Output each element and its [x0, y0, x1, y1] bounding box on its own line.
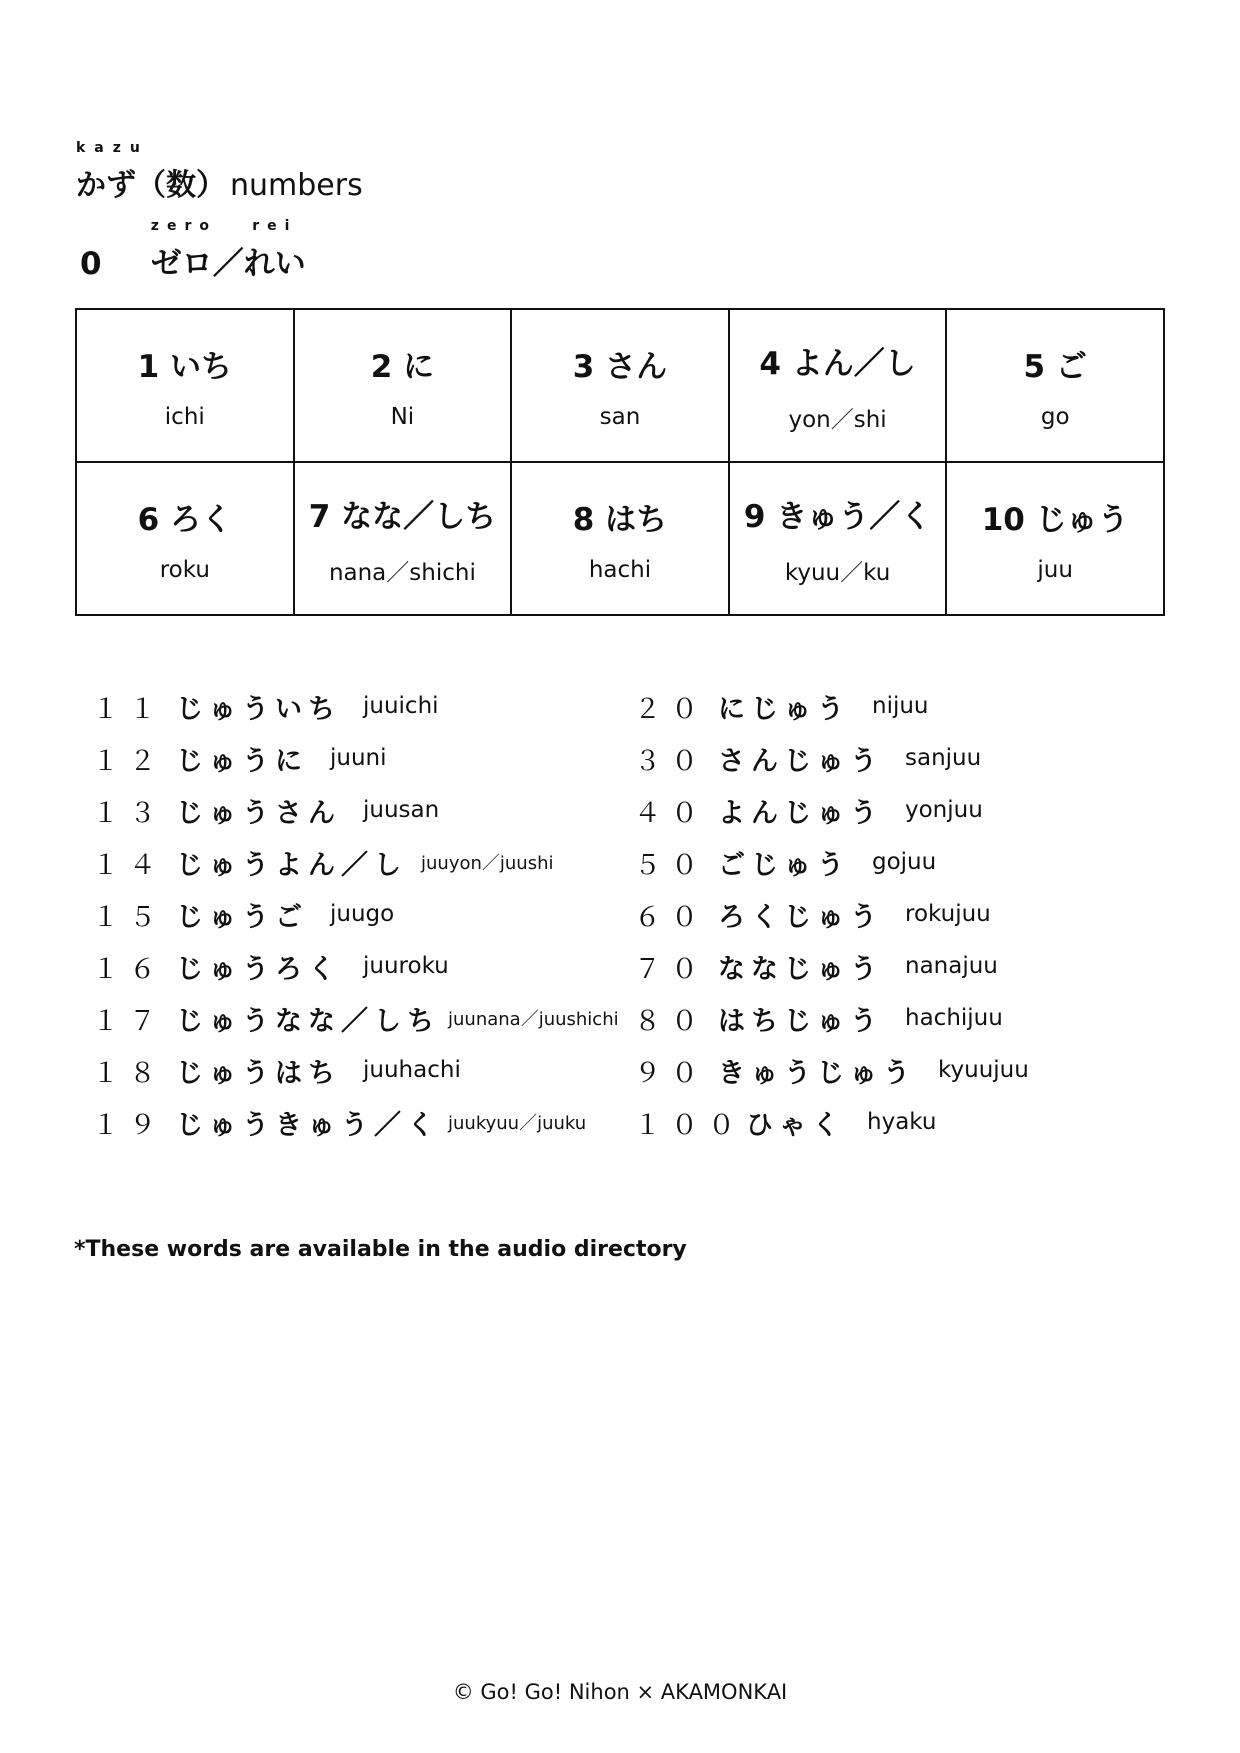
item-romaji: juuichi [363, 693, 439, 719]
item-number: ９０ [634, 1057, 708, 1089]
item-romaji: sanjuu [905, 745, 982, 771]
cell-kana: 6 ろく [137, 502, 232, 538]
grid-cell [294, 309, 512, 462]
list-item [92, 680, 619, 732]
title-ruby: kazu [76, 140, 149, 156]
item-kana: じゅうに [176, 745, 308, 777]
item-kana: じゅうよん／し [176, 849, 407, 881]
item-kana: じゅうなな／しち [176, 1005, 440, 1037]
item-romaji: juukyuu／juuku [448, 1113, 587, 1134]
list-item [92, 732, 619, 784]
list-item [92, 992, 619, 1044]
cell-romaji: go [1040, 404, 1070, 430]
cell-romaji: kyuu／ku [784, 559, 891, 586]
zero-word1-wrap [150, 218, 217, 283]
grid-cell [511, 309, 729, 462]
zero-word2-wrap [243, 218, 306, 283]
item-number: ４０ [634, 797, 708, 829]
item-kana: ななじゅう [718, 953, 883, 985]
tens-list [634, 680, 1029, 1148]
list-item [634, 992, 1029, 1044]
item-kana: じゅうはち [176, 1057, 341, 1089]
title-japanese: かず（数） [76, 168, 226, 203]
item-number: １３ [92, 797, 166, 829]
title-english: numbers [230, 168, 363, 203]
list-item [634, 680, 1029, 732]
item-romaji: nijuu [872, 693, 929, 719]
grid-cell [729, 462, 947, 615]
cell-romaji: roku [159, 557, 210, 583]
cell-kana: 7 なな／しち [308, 498, 497, 535]
item-number: １００ [634, 1109, 745, 1141]
teens-list [92, 680, 619, 1148]
item-kana: じゅうご [176, 901, 308, 933]
cell-kana: 3 さん [572, 349, 668, 385]
item-kana: きゅうじゅう [718, 1057, 916, 1089]
item-romaji: nanajuu [905, 953, 998, 979]
item-number: ８０ [634, 1005, 708, 1037]
list-item [92, 888, 619, 940]
item-number: １５ [92, 901, 166, 933]
copyright-footer: © Go! Go! Nihon × AKAMONKAI [452, 1680, 788, 1704]
zero-separator: ／ [212, 246, 244, 282]
zero-number: 0 [80, 246, 102, 282]
item-kana: にじゅう [718, 693, 850, 725]
item-number: １２ [92, 745, 166, 777]
item-number: ２０ [634, 693, 708, 725]
cell-romaji: san [599, 404, 641, 430]
item-romaji: juuroku [363, 953, 449, 979]
list-item [634, 732, 1029, 784]
item-romaji: rokujuu [905, 901, 991, 927]
cell-romaji: hachi [588, 557, 652, 583]
item-kana: ひゃく [746, 1109, 845, 1141]
audio-note: *These words are available in the audio directory [74, 1237, 687, 1262]
item-number: ６０ [634, 901, 708, 933]
list-item [634, 1096, 1029, 1148]
item-number: ５０ [634, 849, 708, 881]
item-number: ７０ [634, 953, 708, 985]
grid-cell [946, 462, 1164, 615]
page-title [76, 140, 363, 204]
grid-row [76, 309, 1164, 462]
list-item [634, 1044, 1029, 1096]
item-romaji: juusan [363, 797, 440, 823]
list-item [92, 1044, 619, 1096]
item-kana: じゅうきゅう／く [176, 1109, 440, 1141]
cell-romaji: nana／shichi [328, 559, 476, 586]
cell-kana: 2 に [370, 349, 435, 385]
item-romaji: juunana／juushichi [448, 1009, 619, 1030]
zero-word2: れい [243, 246, 306, 282]
grid-cell [946, 309, 1164, 462]
item-kana: じゅうろく [176, 953, 341, 985]
item-number: １７ [92, 1005, 166, 1037]
zero-word2-ruby: rei [252, 218, 298, 234]
item-kana: さんじゅう [718, 745, 883, 777]
zero-word1: ゼロ [150, 246, 213, 282]
item-kana: じゅういち [176, 693, 341, 725]
item-romaji: juuhachi [363, 1057, 461, 1083]
list-item [92, 940, 619, 992]
list-item [92, 836, 619, 888]
item-kana: ごじゅう [718, 849, 850, 881]
title-ruby-wrap [76, 140, 226, 204]
list-item [634, 836, 1029, 888]
cell-kana: 8 はち [572, 502, 668, 538]
list-item [92, 1096, 619, 1148]
item-number: １９ [92, 1109, 166, 1141]
item-number: １４ [92, 849, 166, 881]
list-item [634, 784, 1029, 836]
item-romaji: juuyon／juushi [421, 853, 554, 874]
list-item [92, 784, 619, 836]
item-romaji: gojuu [872, 849, 937, 875]
grid-cell [294, 462, 512, 615]
zero-heading [80, 218, 306, 283]
item-kana: よんじゅう [718, 797, 883, 829]
cell-romaji: yon／shi [788, 406, 887, 433]
item-romaji: hachijuu [905, 1005, 1003, 1031]
cell-romaji: Ni [390, 404, 415, 430]
item-kana: はちじゅう [718, 1005, 883, 1037]
list-item [634, 888, 1029, 940]
item-number: １８ [92, 1057, 166, 1089]
cell-kana: 4 よん／し [759, 345, 916, 382]
item-number: １６ [92, 953, 166, 985]
grid-cell [76, 462, 294, 615]
cell-romaji: ichi [164, 404, 205, 430]
grid-cell [76, 309, 294, 462]
grid-cell [729, 309, 947, 462]
list-item [634, 940, 1029, 992]
item-romaji: juuni [330, 745, 387, 771]
cell-kana: 1 いち [137, 349, 232, 385]
grid-row [76, 462, 1164, 615]
item-romaji: kyuujuu [938, 1057, 1029, 1083]
zero-word1-ruby: zero [150, 218, 217, 234]
cell-romaji: juu [1037, 557, 1073, 583]
grid-cell [511, 462, 729, 615]
cell-kana: 5 ご [1023, 349, 1087, 385]
item-romaji: yonjuu [905, 797, 983, 823]
cell-kana: 10 じゅう [981, 502, 1129, 538]
item-romaji: juugo [330, 901, 395, 927]
numbers-grid [75, 308, 1165, 616]
item-romaji: hyaku [867, 1109, 937, 1135]
item-number: ３０ [634, 745, 708, 777]
cell-kana: 9 きゅう／く [743, 498, 932, 535]
item-number: １１ [92, 693, 166, 725]
item-kana: ろくじゅう [718, 901, 883, 933]
item-kana: じゅうさん [176, 797, 341, 829]
